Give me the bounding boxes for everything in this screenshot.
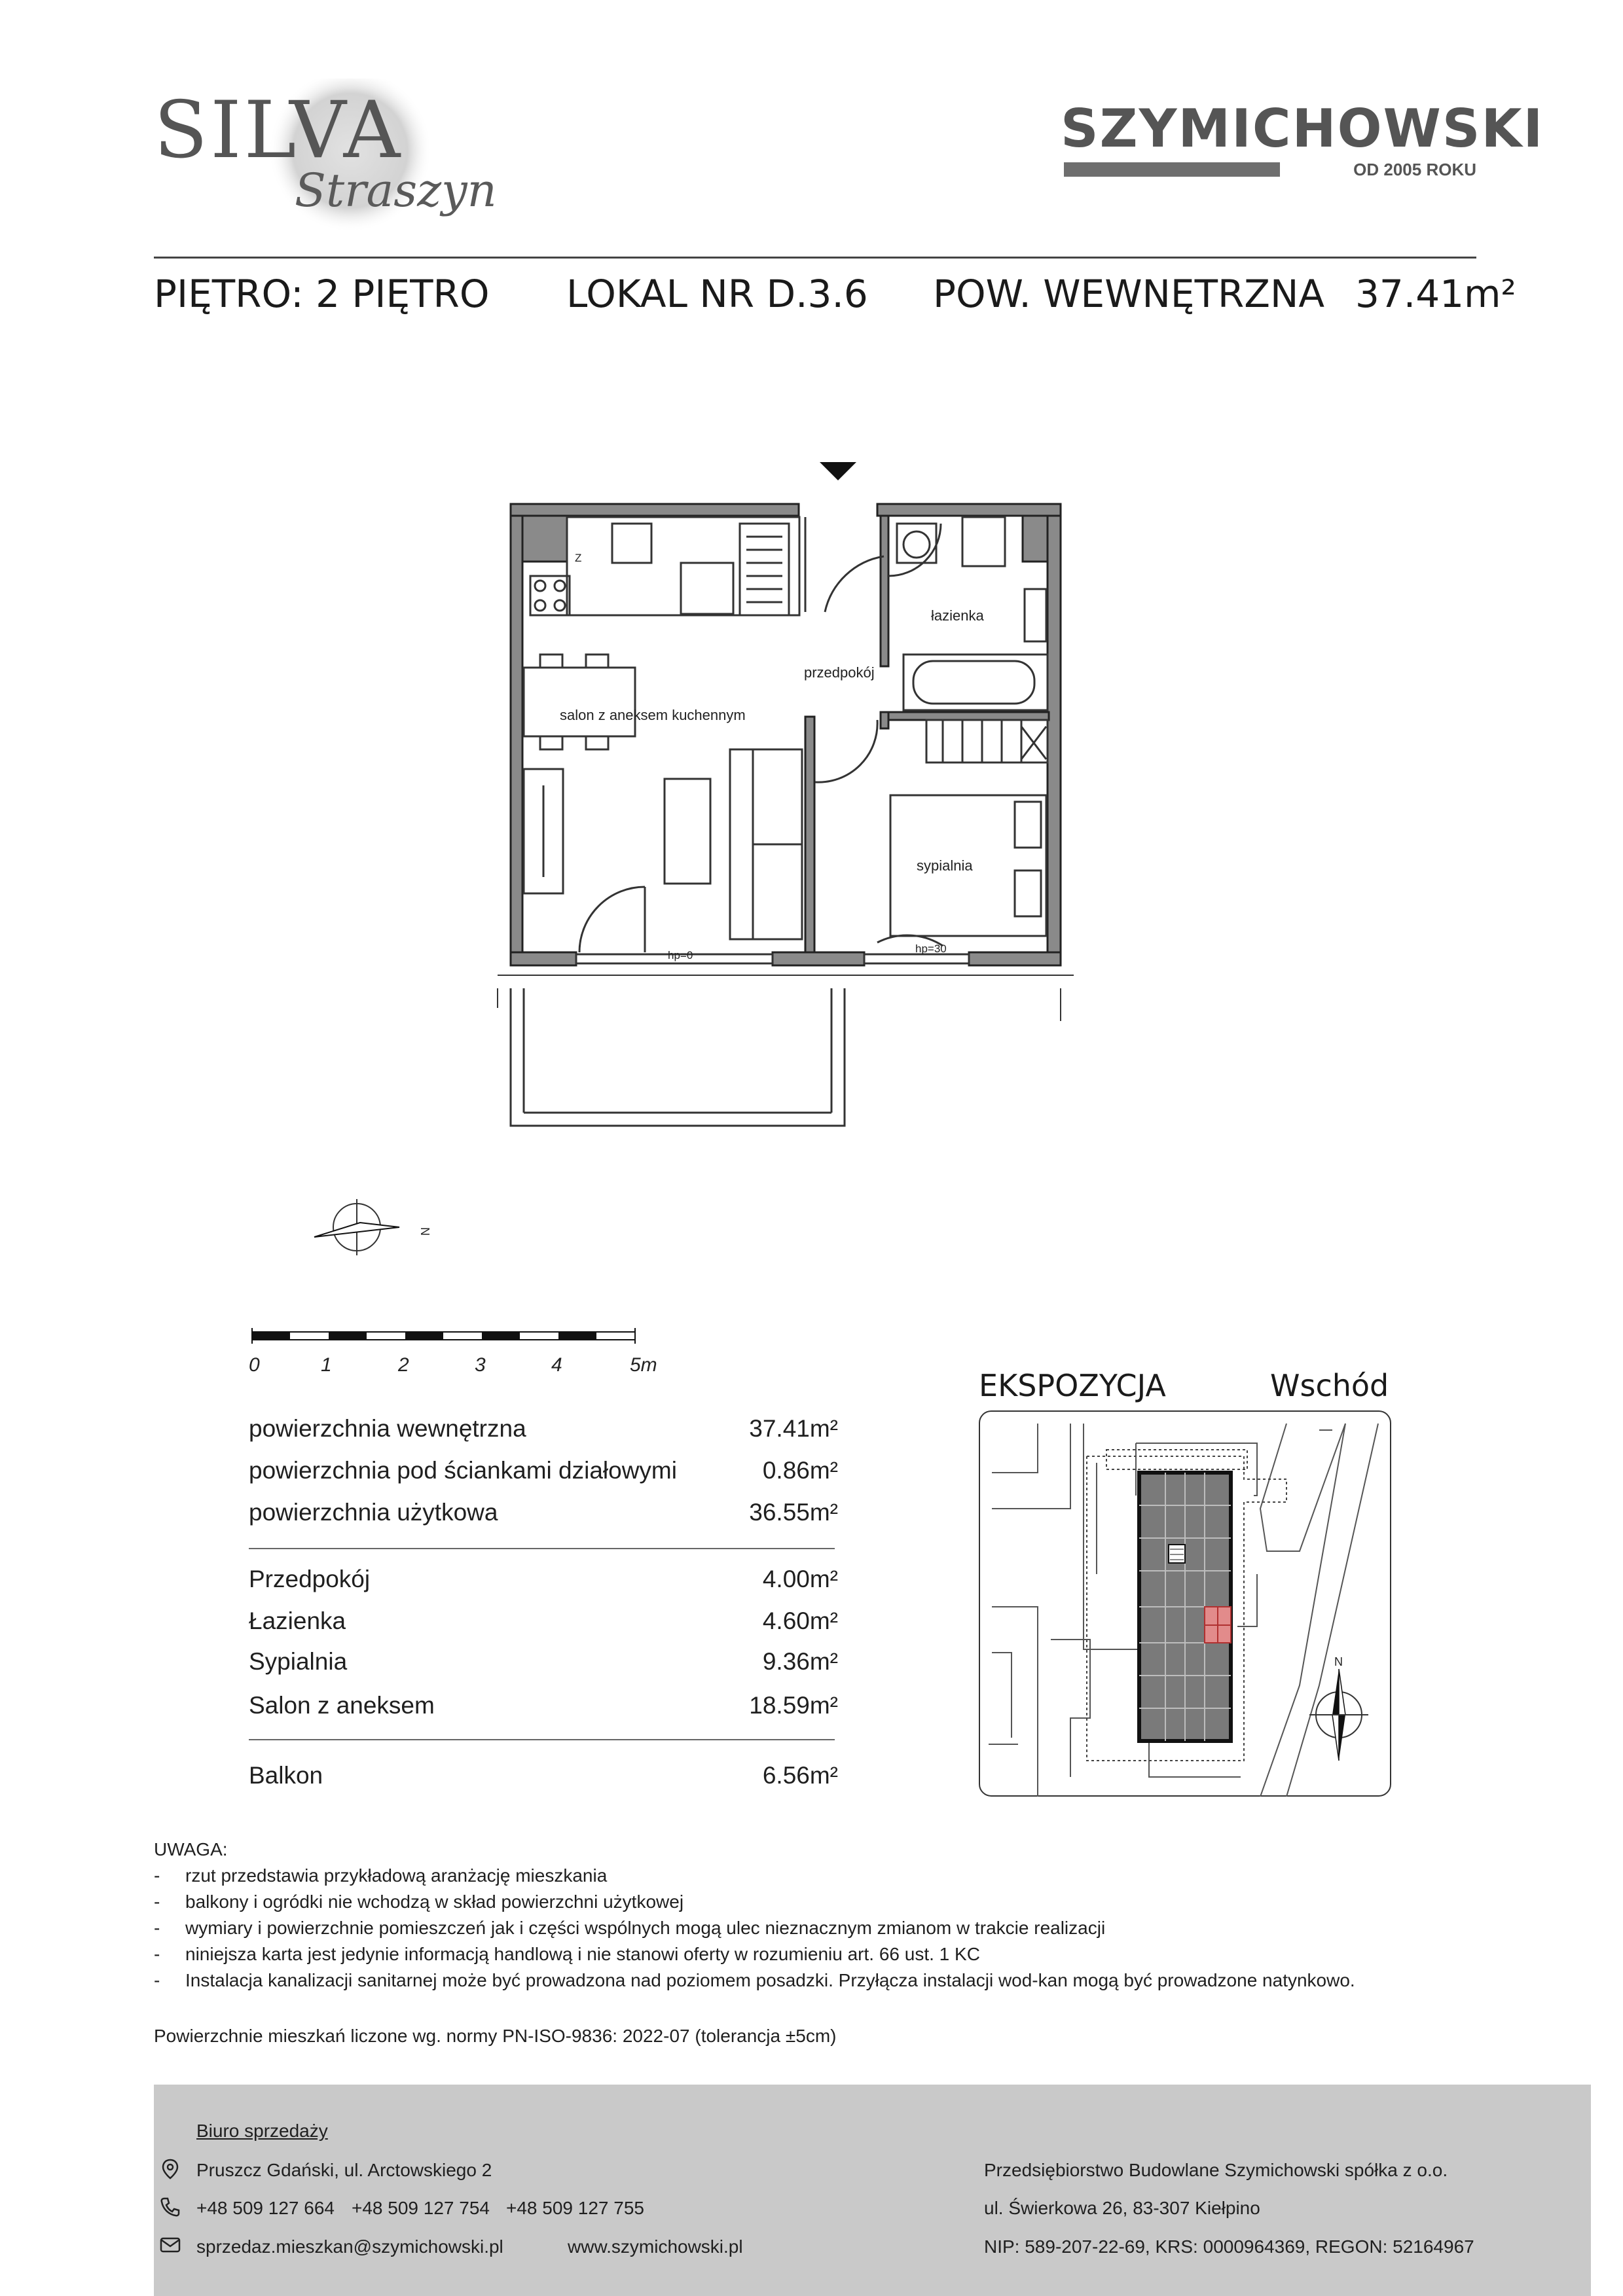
sales-office-title: Biuro sprzedaży bbox=[196, 2121, 328, 2141]
balcony-area-label: Balkon bbox=[249, 1762, 323, 1789]
room-area-value: 9.36m² bbox=[762, 1648, 838, 1675]
notes-title: UWAGA: bbox=[154, 1839, 228, 1859]
area-row-value: 0.86m² bbox=[762, 1457, 838, 1484]
room-area-label: Salon z aneksem bbox=[249, 1692, 435, 1719]
brand-name: SZYMICHOWSKI bbox=[1061, 98, 1544, 159]
floor-plan bbox=[484, 452, 1100, 1139]
scale-label: 1 bbox=[321, 1354, 332, 1376]
room-label-bedroom: sypialnia bbox=[917, 857, 973, 874]
entrance-arrow-icon bbox=[820, 462, 856, 480]
room-area-value: 4.00m² bbox=[762, 1566, 838, 1592]
note-text: rzut przedstawia przykładową aranżację mieszkania bbox=[185, 1865, 608, 1886]
room-area-label: Łazienka bbox=[249, 1607, 346, 1634]
scale-label: 5m bbox=[630, 1354, 657, 1376]
balcony-area-value: 6.56m² bbox=[762, 1762, 838, 1789]
unit-number: LOKAL NR D.3.6 bbox=[566, 272, 868, 316]
email-icon bbox=[159, 2234, 181, 2256]
area-table-divider bbox=[249, 1548, 835, 1549]
company-ids: NIP: 589-207-22-69, KRS: 0000964369, REGON: 52164967 bbox=[984, 2236, 1474, 2257]
note-item: - balkony i ogródki nie wchodzą w skład powierzchni użytkowej bbox=[154, 1892, 684, 1912]
note-text: niniejsza karta jest jedynie informacją handlową i nie stanowi oferty w rozumieniu art. 66 ust. 1 KC bbox=[185, 1944, 980, 1964]
phone-icon bbox=[159, 2196, 181, 2218]
room-label-living: salon z aneksem kuchennym bbox=[560, 707, 746, 723]
scale-label: 3 bbox=[475, 1354, 486, 1376]
location-pin-icon bbox=[159, 2158, 181, 2180]
svg-text:SILVA: SILVA bbox=[154, 85, 403, 176]
sales-office-address: Pruszcz Gdański, ul. Arctowskiego 2 bbox=[196, 2160, 492, 2180]
email-link[interactable]: sprzedaz.mieszkan@szymichowski.pl bbox=[196, 2236, 503, 2257]
site-plan bbox=[979, 1410, 1391, 1797]
area-row-label: powierzchnia użytkowa bbox=[249, 1499, 498, 1526]
room-area-label: Sypialnia bbox=[249, 1648, 348, 1675]
exposition-title: EKSPOZYCJA bbox=[979, 1368, 1166, 1403]
scale-label: 2 bbox=[398, 1354, 409, 1376]
footer bbox=[154, 2085, 1591, 2296]
compass-rose-icon bbox=[301, 1191, 445, 1263]
scale-label: 4 bbox=[551, 1354, 562, 1376]
phone-number[interactable]: +48 509 127 754 bbox=[352, 2198, 490, 2218]
note-item: - wymiary i powierzchnie pomieszczeń jak i części wspólnych mogą ulec nieznacznym zmianom w trakcie realizacji bbox=[154, 1918, 1106, 1938]
note-item: - Instalacja kanalizacji sanitarnej może być prowadzona nad poziomem posadzki. Przyłącza instalacji wod-kan mogą być prowadzone natynkowo. bbox=[154, 1970, 1355, 1990]
room-label-bathroom: łazienka bbox=[931, 607, 984, 624]
area-table-divider bbox=[249, 1739, 835, 1740]
phone-number[interactable]: +48 509 127 755 bbox=[506, 2198, 644, 2218]
note-text: Instalacja kanalizacji sanitarnej może być prowadzona nad poziomem posadzki. Przyłącza instalacji wod-kan mogą być prowadzone natynkowo. bbox=[185, 1970, 1355, 1990]
height-mark-0: hp=0 bbox=[668, 949, 693, 961]
scale-bar bbox=[249, 1319, 681, 1391]
area-row-label: powierzchnia pod ściankami działowymi bbox=[249, 1457, 677, 1484]
mark-z: Z bbox=[575, 552, 582, 564]
area-row-label: powierzchnia wewnętrzna bbox=[249, 1415, 526, 1442]
room-area-label: Przedpokój bbox=[249, 1566, 371, 1592]
company-name: Przedsiębiorstwo Budowlane Szymichowski spółka z o.o. bbox=[984, 2160, 1448, 2180]
area-row-value: 36.55m² bbox=[749, 1499, 838, 1526]
website-link[interactable]: www.szymichowski.pl bbox=[568, 2236, 743, 2257]
brand-underline bbox=[1064, 162, 1280, 177]
internal-area-value: 37.41m² bbox=[1355, 272, 1516, 316]
room-area-value: 18.59m² bbox=[749, 1692, 838, 1719]
compass-north-label: N bbox=[418, 1227, 431, 1236]
scale-label: 0 bbox=[249, 1354, 260, 1376]
note-text: balkony i ogródki nie wchodzą w skład powierzchni użytkowej bbox=[185, 1892, 684, 1912]
room-label-hallway: przedpokój bbox=[804, 664, 875, 681]
note-text: wymiary i powierzchnie pomieszczeń jak i części wspólnych mogą ulec nieznacznym zmianom w trakcie realizacji bbox=[185, 1918, 1106, 1938]
exposition-direction: Wschód bbox=[1270, 1368, 1389, 1403]
brand-since: OD 2005 ROKU bbox=[1353, 160, 1476, 179]
svg-text:Straszyn: Straszyn bbox=[295, 164, 497, 217]
room-area-value: 4.60m² bbox=[762, 1607, 838, 1634]
note-item: - niniejsza karta jest jedynie informacją handlową i nie stanowi oferty w rozumieniu art. 66 ust. 1 KC bbox=[154, 1944, 980, 1964]
phone-number[interactable]: +48 509 127 664 bbox=[196, 2198, 335, 2218]
silva-straszyn-logo bbox=[154, 79, 560, 249]
area-norm-note: Powierzchnie mieszkań liczone wg. normy PN-ISO-9836: 2022-07 (tolerancja ±5cm) bbox=[154, 2026, 837, 2046]
company-address: ul. Świerkowa 26, 83-307 Kiełpino bbox=[984, 2198, 1260, 2218]
site-plan-north-label: N bbox=[1334, 1655, 1343, 1668]
header-divider bbox=[154, 257, 1476, 259]
area-row-value: 37.41m² bbox=[749, 1415, 838, 1442]
internal-area-label: POW. WEWNĘTRZNA bbox=[933, 272, 1325, 316]
height-mark-30: hp=30 bbox=[915, 942, 947, 955]
floor-label: PIĘTRO: 2 PIĘTRO bbox=[154, 272, 490, 316]
note-item: - rzut przedstawia przykładową aranżację mieszkania bbox=[154, 1865, 608, 1886]
